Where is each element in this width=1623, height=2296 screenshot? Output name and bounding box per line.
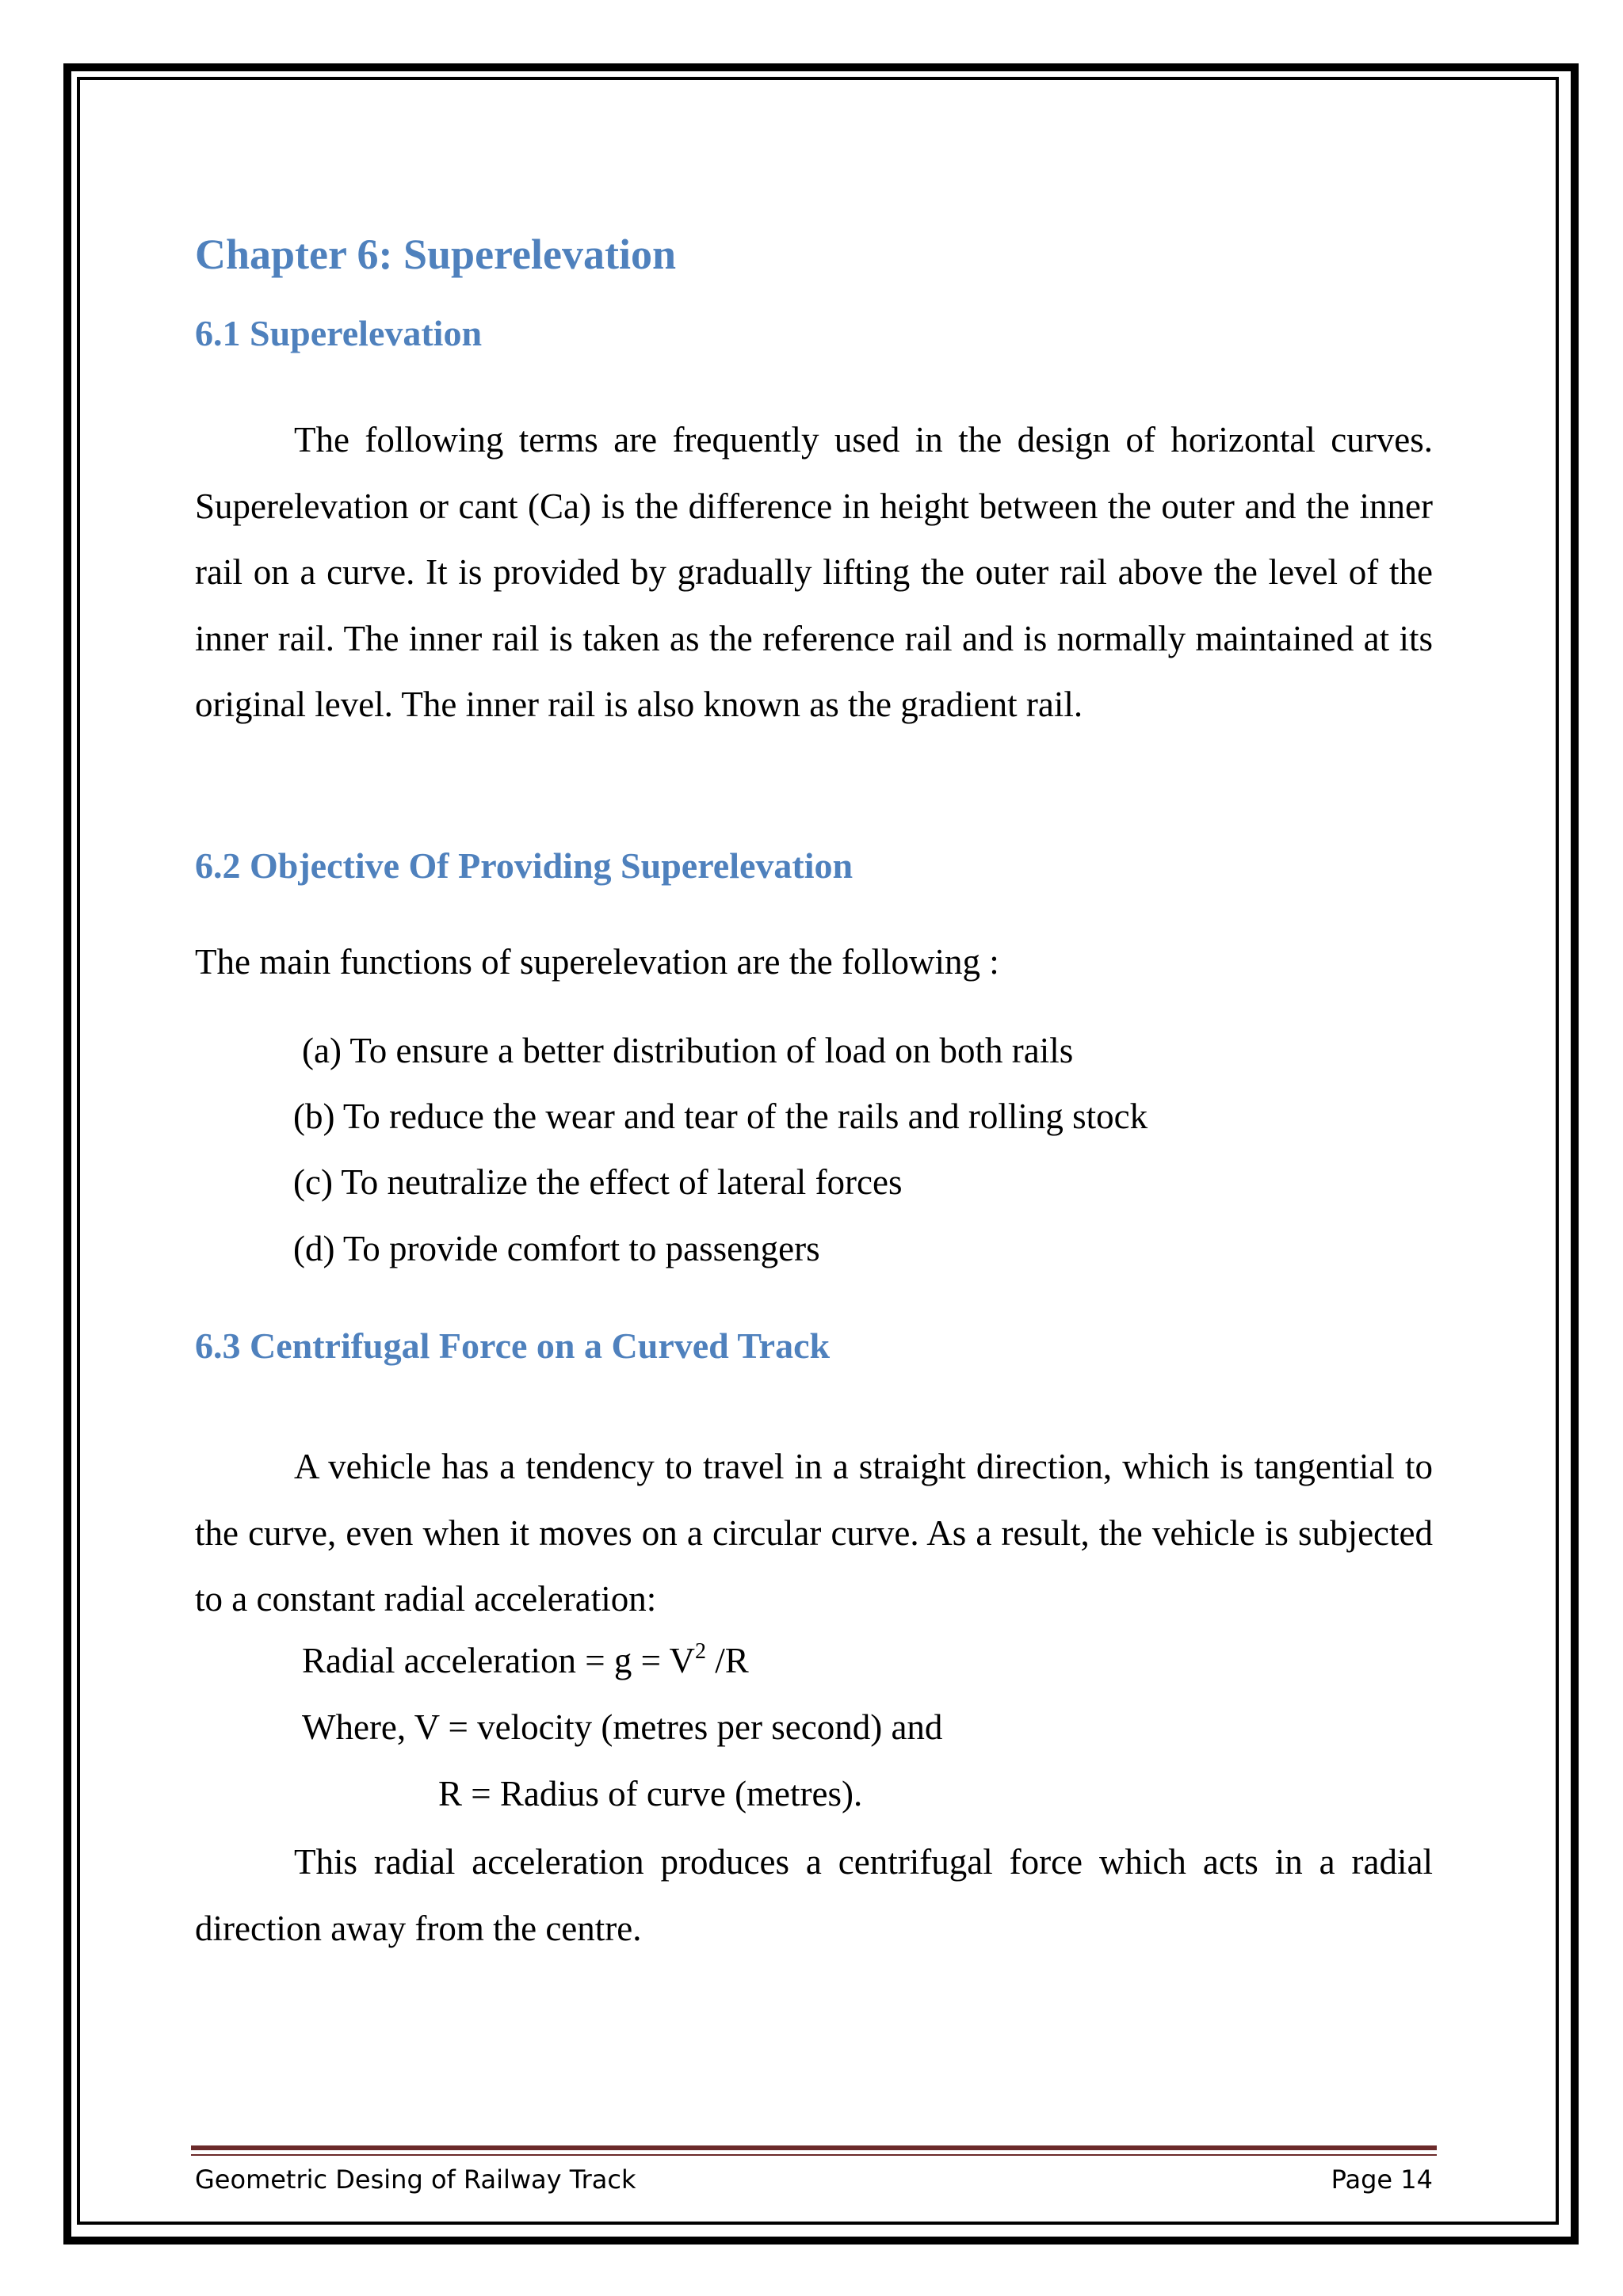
footer-page-number: Page 14 [1331,2164,1433,2195]
footer-rule-thick [191,2145,1437,2150]
chapter-title: Chapter 6: Superelevation [195,231,676,278]
formula-exponent: 2 [695,1639,706,1664]
radial-acceleration-formula [302,1638,749,1683]
section-heading-6-2: 6.2 Objective Of Providing Superelevation [195,845,854,886]
section-6-1-paragraph: The following terms are frequently used in the design of horizontal curves. Superelevation or cant (Ca) is the difference in height between the outer and the inner rail on a curve. It is provided by gradually lifting the outer rail above the level of the inner rail. The inner rail is taken as the reference rail and is normally maintained at its original level. The inner rail is also known as the gradient rail. [195,420,1433,724]
section-6-3-closing-paragraph: This radial acceleration produces a centrifugal force which acts in a radial direction away from the centre. [195,1842,1433,1948]
section-6-3-paragraph: A vehicle has a tendency to travel in a straight direction, which is tangential to the curve, even when it moves on a circular curve. As a result, the vehicle is subjected to a constant radial acceleration: [195,1447,1433,1619]
list-item-b: (b) To reduce the wear and tear of the rails and rolling stock [293,1097,1148,1136]
section-6-2-intro: The main functions of superelevation are the following : [195,942,999,982]
where-line: Where, V = velocity (metres per second) and [302,1707,943,1747]
list-item-d: (d) To provide comfort to passengers [293,1229,820,1268]
section-heading-6-1: 6.1 Superelevation [195,313,483,353]
list-item-a: (a) To ensure a better distribution of load on both rails [302,1031,1074,1070]
section-heading-6-3: 6.3 Centrifugal Force on a Curved Track [195,1325,831,1366]
radius-line: R = Radius of curve (metres). [438,1774,863,1814]
list-item-c: (c) To neutralize the effect of lateral forces [293,1162,903,1202]
footer-document-title: Geometric Desing of Railway Track [195,2164,636,2195]
formula-prefix: Radial acceleration = g = V [302,1641,695,1680]
footer-rule-thin [191,2154,1437,2156]
formula-suffix: /R [706,1641,749,1680]
